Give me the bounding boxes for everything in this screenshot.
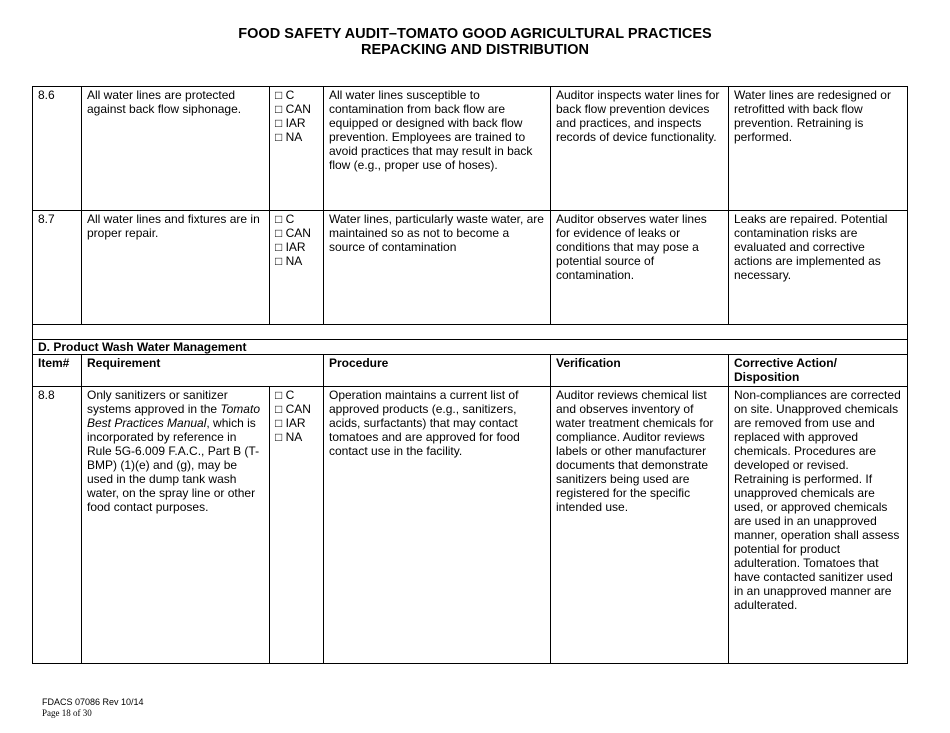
spacer-cell [33,325,908,340]
requirement-text-end: , which is incorporated by reference in Rule 5G-6.009 F.A.C., Part B (T-BMP) (1)(e) and (g), may be used in the dump tank wash water, on the spray line or other food contact purposes. [87,416,260,514]
item-number: 8.7 [33,211,82,325]
section-title: D. Product Wash Water Management [33,340,908,355]
option-iar-checkbox[interactable]: □ IAR [275,116,306,130]
header-corrective-action: Corrective Action/ Disposition [729,355,908,387]
requirement-cell: All water lines and fixtures are in proper repair. [82,211,270,325]
requirement-text-start: Only sanitizers or sanitizer systems approved in the [87,388,228,416]
procedure-cell: Operation maintains a current list of approved products (e.g., sanitizers, acids, surfactants) that may contact tomatoes and are approved for food contact use in the facility. [324,387,551,664]
corrective-action-cell: Water lines are redesigned or retrofitted with back flow prevention. Retraining is performed. [729,87,908,211]
verification-cell: Auditor reviews chemical list and observes inventory of water treatment chemicals for compliance. Auditor reviews labels or other manufacturer documents that demonstrate sanitizers being used are registered for the specific intended use. [551,387,729,664]
compliance-options [270,387,324,664]
option-can-checkbox[interactable]: □ CAN [275,226,311,240]
header-item: Item# [33,355,82,387]
audit-table [32,86,908,664]
verification-cell: Auditor inspects water lines for back flow prevention devices and practices, and inspects records of device functionality. [551,87,729,211]
table-row [33,87,908,211]
page-number: Page 18 of 30 [42,708,92,718]
section-title-row [33,340,908,355]
option-c-checkbox[interactable]: □ C [275,212,295,226]
option-c-checkbox[interactable]: □ C [275,88,295,102]
form-id: FDACS 07086 Rev 10/14 [42,697,144,707]
manual-title: Tomato Best Practices Manual [87,402,260,430]
verification-cell: Auditor observes water lines for evidence of leaks or conditions that may pose a potential source of contamination. [551,211,729,325]
table-row [33,387,908,664]
requirement-cell: All water lines are protected against back flow siphonage. [82,87,270,211]
title-line-1: FOOD SAFETY AUDIT–TOMATO GOOD AGRICULTURAL PRACTICES [238,26,712,42]
corrective-action-cell: Non-compliances are corrected on site. Unapproved chemicals are removed from use and replaced with approved chemicals. Procedures are developed or revised. Retraining is performed. If unapproved chemicals are used, or approved chemicals are used in an unapproved manner, operation shall assess potential for product adulteration. Tomatoes that have contacted sanitizer used in an unapproved manner are adulterated. [729,387,908,664]
compliance-options [270,87,324,211]
option-can-checkbox[interactable]: □ CAN [275,102,311,116]
spacer-row [33,325,908,340]
item-number: 8.8 [33,387,82,664]
header-row [33,355,908,387]
option-na-checkbox[interactable]: □ NA [275,130,303,144]
option-na-checkbox[interactable]: □ NA [275,430,303,444]
title-line-2: REPACKING AND DISTRIBUTION [361,42,589,58]
requirement-cell [82,387,270,664]
compliance-options [270,211,324,325]
page-footer [42,697,144,719]
option-iar-checkbox[interactable]: □ IAR [275,416,306,430]
option-c-checkbox[interactable]: □ C [275,388,295,402]
table-row [33,211,908,325]
header-procedure: Procedure [324,355,551,387]
option-iar-checkbox[interactable]: □ IAR [275,240,306,254]
header-requirement: Requirement [82,355,324,387]
item-number: 8.6 [33,87,82,211]
procedure-cell: All water lines susceptible to contamination from back flow are equipped or designed with back flow prevention. Employees are trained to avoid practices that may result in back flow (e.g., proper use of hoses). [324,87,551,211]
option-can-checkbox[interactable]: □ CAN [275,402,311,416]
option-na-checkbox[interactable]: □ NA [275,254,303,268]
header-verification: Verification [551,355,729,387]
document-title [0,26,950,58]
corrective-action-cell: Leaks are repaired. Potential contamination risks are evaluated and corrective actions are implemented as necessary. [729,211,908,325]
procedure-cell: Water lines, particularly waste water, are maintained so as not to become a source of contamination [324,211,551,325]
